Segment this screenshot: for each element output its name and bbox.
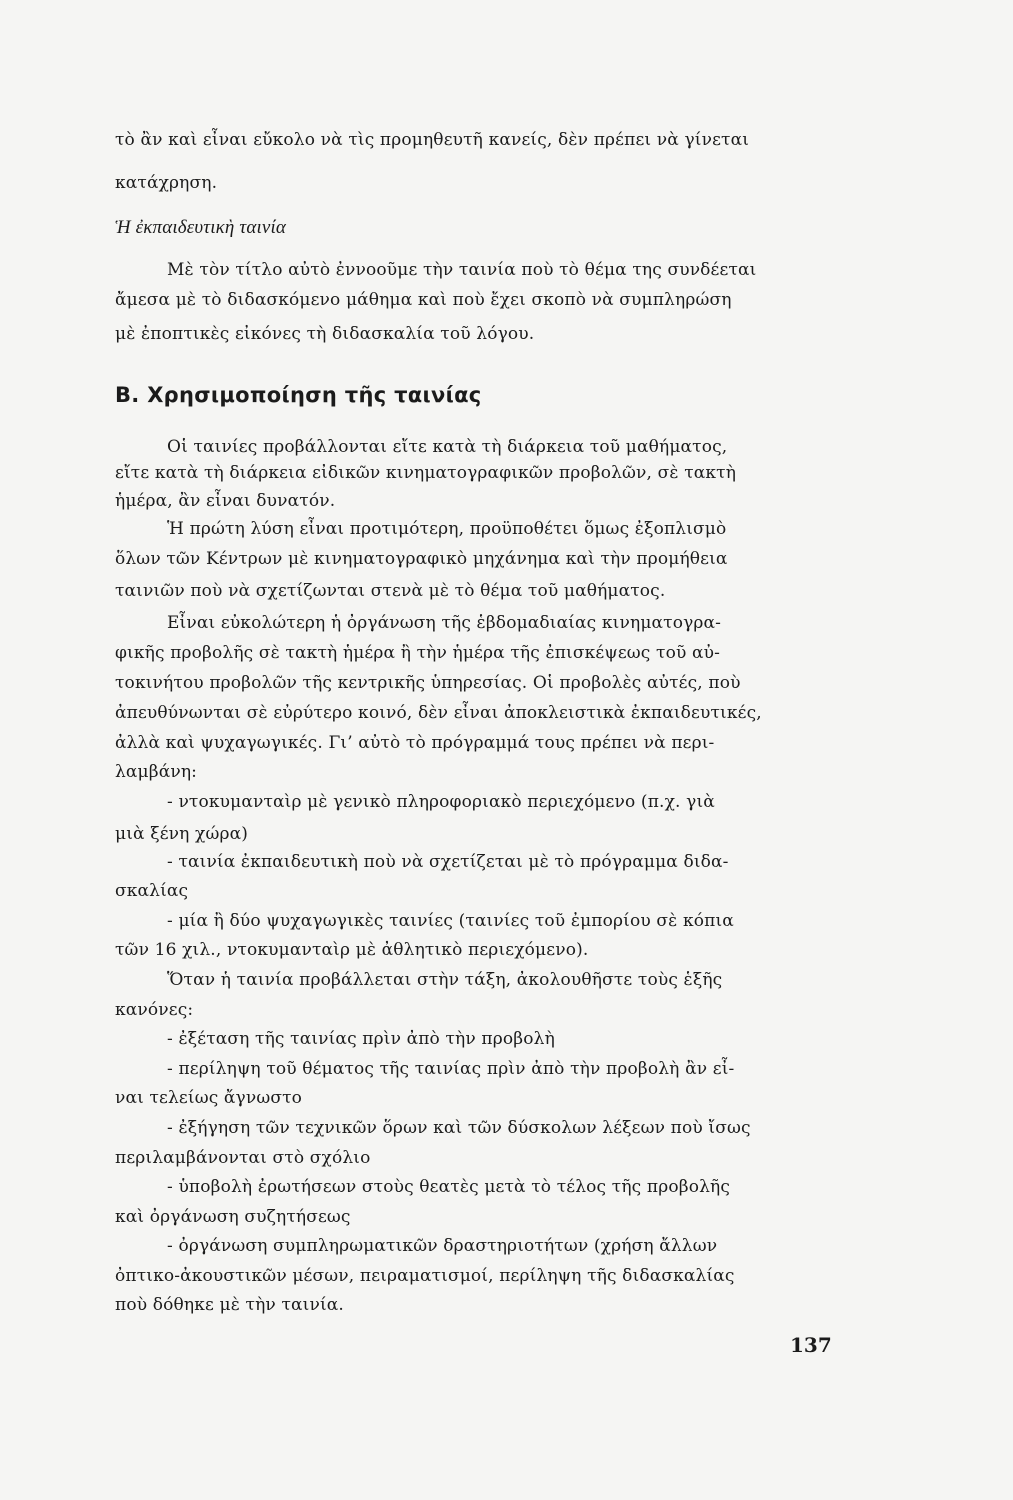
list-item: - ὑποβολὴ ἐρωτήσεων στοὺς θεατὲς μετὰ τὸ τέλος τῆς προβολῆς bbox=[167, 1177, 731, 1197]
text-line: μιὰ ξένη χώρα) bbox=[115, 824, 249, 844]
list-item: - περίληψη τοῦ θέματος τῆς ταινίας πρὶν ἀπὸ τὴν προβολὴ ἂν εἶ- bbox=[167, 1059, 735, 1079]
text-line: λαμβάνη: bbox=[115, 762, 198, 782]
section-heading: B. Χρησιμοποίηση τῆς ταινίας bbox=[115, 383, 482, 407]
text-line: κατάχρηση. bbox=[115, 173, 218, 193]
text-line: σκαλίας bbox=[115, 881, 189, 901]
text-line: Ὅταν ἡ ταινία προβάλλεται στὴν τάξη, ἀκολουθῆστε τοὺς ἑξῆς bbox=[167, 970, 723, 990]
text-line: τοκινήτου προβολῶν τῆς κεντρικῆς ὑπηρεσίας. Οἱ προβολὲς αὐτές, ποὺ bbox=[115, 673, 741, 693]
text-line: Οἱ ταινίες προβάλλονται εἴτε κατὰ τὴ διάρκεια τοῦ μαθήματος, bbox=[167, 437, 728, 457]
text-line: εἴτε κατὰ τὴ διάρκεια εἰδικῶν κινηματογραφικῶν προβολῶν, σὲ τακτὴ bbox=[115, 463, 737, 483]
text-line: καὶ ὀργάνωση συζητήσεως bbox=[115, 1207, 351, 1227]
text-line: Ἡ πρώτη λύση εἶναι προτιμότερη, προϋποθέτει ὅμως ἐξοπλισμὸ bbox=[167, 519, 727, 539]
list-item: - ταινία ἐκπαιδευτικὴ ποὺ νὰ σχετίζεται μὲ τὸ πρόγραμμα διδα- bbox=[167, 852, 729, 872]
text-line: ὀπτικο-ἀκουστικῶν μέσων, πειραματισμοί, περίληψη τῆς διδασκαλίας bbox=[115, 1266, 735, 1286]
subheading-educational-film: Ἡ ἐκπαιδευτικὴ ταινία bbox=[115, 217, 287, 238]
text-line: Μὲ τὸν τίτλο αὐτὸ ἐννοοῦμε τὴν ταινία ποὺ τὸ θέμα της συνδέεται bbox=[167, 260, 757, 280]
text-line: ἀπευθύνωνται σὲ εὐρύτερο κοινό, δὲν εἶναι ἀποκλειστικὰ ἐκπαιδευτικές, bbox=[115, 703, 762, 723]
text-line: ποὺ δόθηκε μὲ τὴν ταινία. bbox=[115, 1295, 344, 1315]
text-line: ἡμέρα, ἂν εἶναι δυνατόν. bbox=[115, 491, 336, 511]
text-line: περιλαμβάνονται στὸ σχόλιο bbox=[115, 1148, 371, 1168]
text-line: μὲ ἐποπτικὲς εἰκόνες τὴ διδασκαλία τοῦ λόγου. bbox=[115, 324, 535, 344]
text-line: ναι τελείως ἄγνωστο bbox=[115, 1088, 303, 1108]
text-line: ὅλων τῶν Κέντρων μὲ κινηματογραφικὸ μηχάνημα καὶ τὴν προμήθεια bbox=[115, 549, 728, 569]
text-line: ἀλλὰ καὶ ψυχαγωγικές. Γι’ αὐτὸ τὸ πρόγραμμά τους πρέπει νὰ περι- bbox=[115, 733, 715, 753]
list-item: - ὀργάνωση συμπληρωματικῶν δραστηριοτήτων (χρήση ἄλλων bbox=[167, 1236, 718, 1256]
text-line: ταινιῶν ποὺ νὰ σχετίζωνται στενὰ μὲ τὸ θέμα τοῦ μαθήματος. bbox=[115, 581, 666, 601]
text-line: Εἶναι εὐκολώτερη ἡ ὀργάνωση τῆς ἑβδομαδιαίας κινηματογρα- bbox=[167, 613, 722, 633]
text-line: τῶν 16 χιλ., ντοκυμανταὶρ μὲ ἀθλητικὸ περιεχόμενο). bbox=[115, 940, 589, 960]
text-line: ἄμεσα μὲ τὸ διδασκόμενο μάθημα καὶ ποὺ ἔχει σκοπὸ νὰ συμπληρώση bbox=[115, 290, 732, 310]
page-number: 137 bbox=[790, 1333, 832, 1357]
list-item: - ντοκυμανταὶρ μὲ γενικὸ πληροφοριακὸ περιεχόμενο (π.χ. γιὰ bbox=[167, 792, 715, 812]
list-item: - ἐξέταση τῆς ταινίας πρὶν ἀπὸ τὴν προβολὴ bbox=[167, 1029, 555, 1049]
text-line: τὸ ἂν καὶ εἶναι εὔκολο νὰ τὶς προμηθευτῆ κανείς, δὲν πρέπει νὰ γίνεται bbox=[115, 130, 750, 150]
list-item: - ἐξήγηση τῶν τεχνικῶν ὅρων καὶ τῶν δύσκολων λέξεων ποὺ ἴσως bbox=[167, 1118, 751, 1138]
text-line: κανόνες: bbox=[115, 1000, 194, 1020]
text-line: φικῆς προβολῆς σὲ τακτὴ ἡμέρα ἢ τὴν ἡμέρα τῆς ἐπισκέψεως τοῦ αὐ- bbox=[115, 643, 721, 663]
list-item: - μία ἢ δύο ψυχαγωγικὲς ταινίες (ταινίες τοῦ ἐμπορίου σὲ κόπια bbox=[167, 911, 734, 931]
document-page bbox=[115, 128, 835, 1378]
